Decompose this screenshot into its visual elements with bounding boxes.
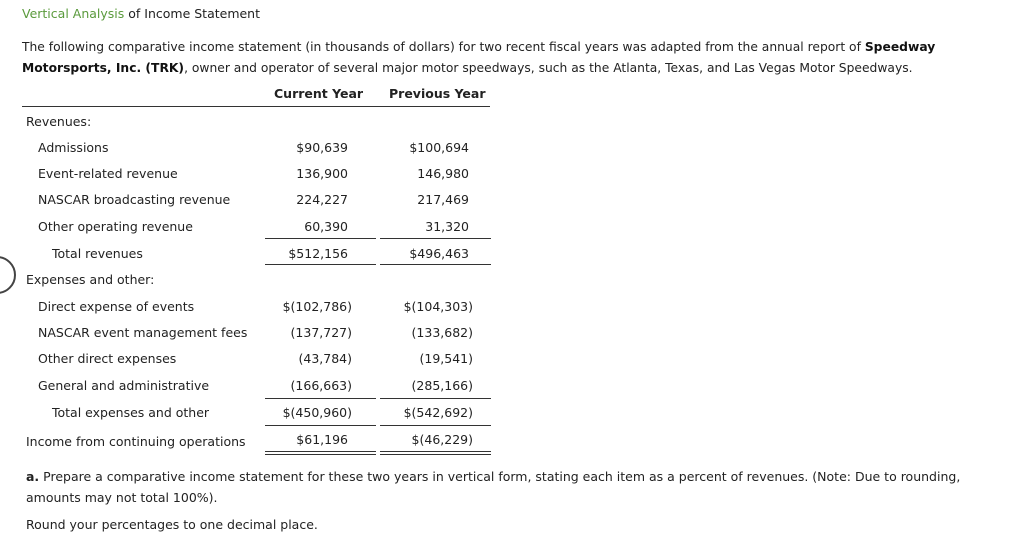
expenses-subtotal-rule-previous — [380, 398, 491, 399]
cell-income-current: $61,196 — [296, 432, 348, 447]
cell-total-revenues-previous: $496,463 — [409, 246, 469, 261]
cell-nascar-event-fees-current: (137,727) — [290, 325, 352, 340]
cell-total-revenues-current: $512,156 — [288, 246, 348, 261]
cell-general-admin-current: (166,663) — [290, 378, 352, 393]
total-revenues-rule-current — [265, 264, 376, 265]
intro-paragraph — [22, 37, 1012, 79]
intro-text-1: The following comparative income statement (in thousands of dollars) for two recent fiscal years was adapted from the annual report of — [22, 40, 865, 54]
cell-total-expenses-previous: $(542,692) — [403, 405, 473, 420]
row-label-admissions: Admissions — [38, 140, 109, 155]
row-label-other-direct: Other direct expenses — [38, 351, 177, 366]
subtotal-rule-previous — [380, 238, 491, 239]
cell-admissions-previous: $100,694 — [409, 140, 469, 155]
row-label-direct-expense: Direct expense of events — [38, 299, 195, 314]
intro-company: Speedway Motorsports, Inc. (TRK) — [22, 40, 936, 75]
cell-nascar-broadcasting-previous: 217,469 — [417, 192, 469, 207]
intro-text-2: , owner and operator of several major motor speedways, such as the Atlanta, Texas, and Las Vegas Motor Speedways. — [184, 61, 913, 75]
cell-nascar-event-fees-previous: (133,682) — [411, 325, 473, 340]
cell-other-direct-previous: (19,541) — [419, 351, 473, 366]
expenses-subtotal-rule-current — [265, 398, 376, 399]
income-double-rule-current — [265, 451, 376, 455]
cell-event-related-current: 136,900 — [296, 166, 348, 181]
cell-other-direct-current: (43,784) — [298, 351, 352, 366]
row-label-event-related: Event-related revenue — [38, 166, 178, 181]
revenues-heading: Revenues: — [26, 114, 92, 129]
question-text: Prepare a comparative income statement for these two years in vertical form, stating each item as a percent of revenues. (Note: Due to rounding, amounts may not total 100%). — [26, 469, 961, 505]
cell-other-operating-previous: 31,320 — [425, 219, 469, 234]
row-label-income: Income from continuing operations — [26, 434, 246, 449]
cell-direct-expense-current: $(102,786) — [282, 299, 352, 314]
row-label-general-admin: General and administrative — [38, 378, 210, 393]
column-header-previous: Previous Year — [389, 86, 486, 101]
subtotal-rule-current — [265, 238, 376, 239]
cell-nascar-broadcasting-current: 224,227 — [296, 192, 348, 207]
total-expenses-rule-current — [265, 425, 376, 426]
question-marker: a. — [26, 469, 40, 484]
row-label-total-revenues: Total revenues — [52, 246, 143, 261]
column-header-current: Current Year — [274, 86, 364, 101]
total-revenues-rule-previous — [380, 264, 491, 265]
cell-direct-expense-previous: $(104,303) — [403, 299, 473, 314]
cell-general-admin-previous: (285,166) — [411, 378, 473, 393]
title-rest: of Income Statement — [124, 6, 261, 21]
cell-other-operating-current: 60,390 — [304, 219, 348, 234]
page-title — [22, 6, 260, 21]
radio-circle[interactable] — [0, 256, 16, 294]
cell-admissions-current: $90,639 — [296, 140, 348, 155]
income-double-rule-previous — [380, 451, 491, 455]
row-label-other-operating: Other operating revenue — [38, 219, 193, 234]
expenses-heading: Expenses and other: — [26, 272, 155, 287]
header-rule — [22, 106, 490, 107]
cell-total-expenses-current: $(450,960) — [282, 405, 352, 420]
rounding-note: Round your percentages to one decimal place. — [26, 517, 318, 532]
row-label-nascar-broadcasting: NASCAR broadcasting revenue — [38, 192, 231, 207]
row-label-nascar-event-fees: NASCAR event management fees — [38, 325, 248, 340]
cell-income-previous: $(46,229) — [411, 432, 473, 447]
total-expenses-rule-previous — [380, 425, 491, 426]
title-accent: Vertical Analysis — [22, 6, 125, 21]
row-label-total-expenses: Total expenses and other — [52, 405, 210, 420]
cell-event-related-previous: 146,980 — [417, 166, 469, 181]
question-a — [26, 466, 1016, 508]
